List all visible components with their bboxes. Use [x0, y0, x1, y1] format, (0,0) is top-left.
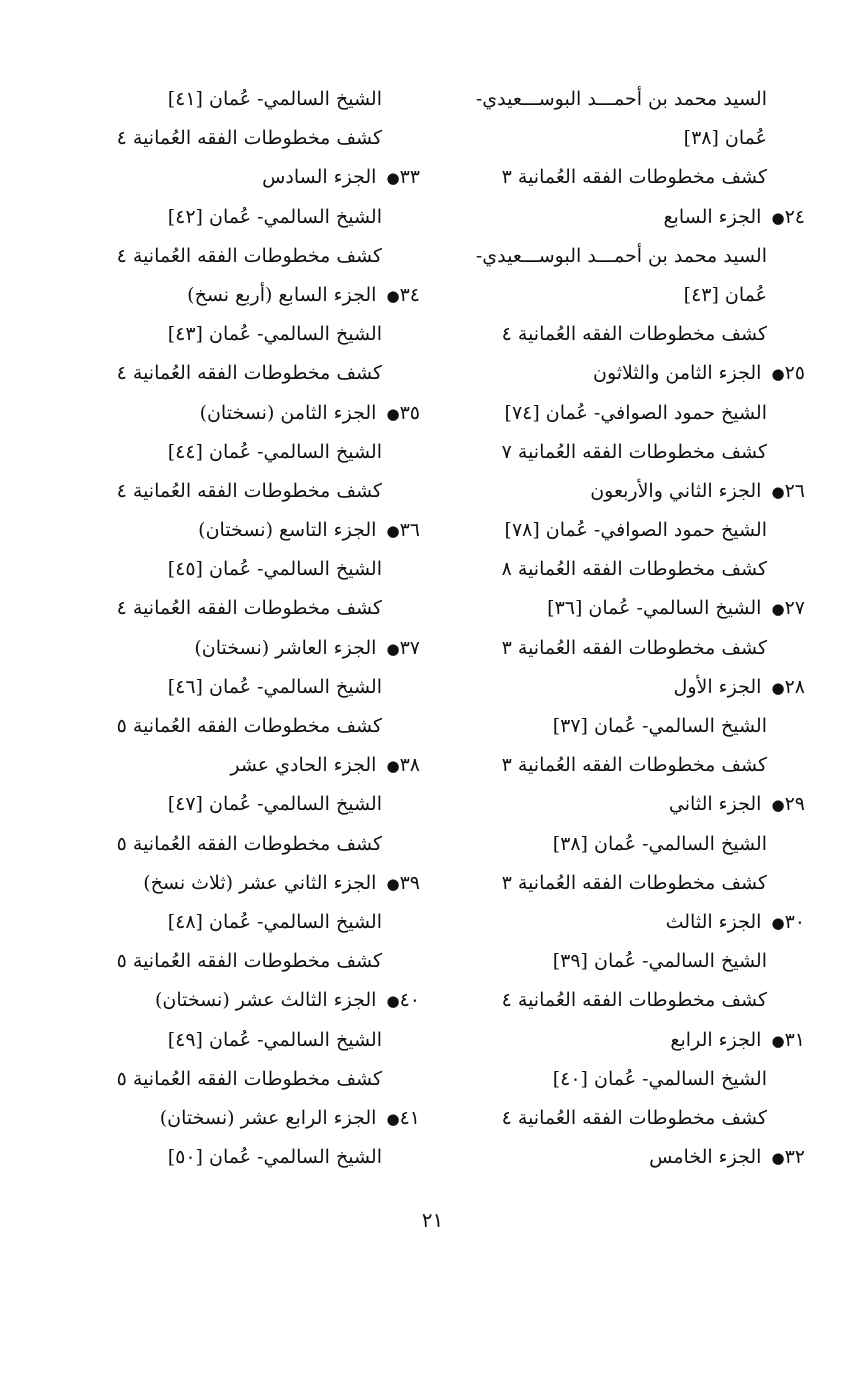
entry-detail-line: الشيخ السالمي- عُمان [٣٨]: [552, 832, 767, 855]
bullet-icon: ●: [386, 639, 400, 658]
entry-detail-line: كشف مخطوطات الفقه العُمانية ٥: [116, 1067, 382, 1090]
entry-detail-line: كشف مخطوطات الفقه العُمانية ٤: [116, 479, 382, 502]
entry-detail-line: عُمان [٤٣]: [683, 283, 767, 306]
entry-number: ٤٠: [399, 989, 420, 1012]
bullet-icon: ●: [386, 286, 400, 305]
entry-number: ٣٤: [399, 283, 420, 306]
entry-heading-text: الجزء السابع: [663, 205, 762, 228]
entry-number: ٢٦: [784, 479, 805, 502]
entry-heading-text: الجزء الخامس: [649, 1146, 762, 1169]
entry-detail-line: كشف مخطوطات الفقه العُمانية ٤: [116, 597, 382, 620]
entry-number: ٢٥: [784, 362, 805, 385]
entry-detail-line: الشيخ حمود الصوافي- عُمان [٧٨]: [504, 519, 767, 542]
bullet-icon: ●: [771, 678, 785, 697]
entry-detail-line: الشيخ السالمي- عُمان [٤٢]: [167, 205, 382, 228]
entry-detail-line: الشيخ السالمي- عُمان [٣٩]: [552, 950, 767, 973]
entry-number: ٣٥: [399, 401, 420, 424]
entry-detail-line: الشيخ السالمي- عُمان [٤٤]: [167, 440, 382, 463]
entry-heading: [80, 746, 420, 785]
entry-detail-line: كشف مخطوطات الفقه العُمانية ٥: [116, 715, 382, 737]
entry-detail-line: الشيخ السالمي- عُمان [٤٦]: [167, 675, 382, 698]
bullet-icon: ●: [771, 1149, 785, 1168]
entry-detail-line: كشف مخطوطات الفقه العُمانية ٨: [501, 558, 767, 581]
entry-detail-line: الشيخ السالمي- عُمان [٤٧]: [167, 793, 382, 816]
bullet-icon: ●: [386, 522, 400, 541]
entry-detail-line: كشف مخطوطات الفقه العُمانية ٣: [501, 871, 767, 894]
entry-heading: [445, 198, 805, 237]
entry-number: ٢٧: [784, 597, 805, 620]
entry-number: ٤١: [399, 1106, 420, 1129]
entry-heading-text: الجزء الأول: [673, 675, 762, 698]
entry-heading: [80, 864, 420, 903]
entry-heading: [445, 785, 805, 824]
bullet-icon: ●: [386, 874, 400, 893]
entry-number: ٣١: [784, 1028, 805, 1051]
entry-heading-text: الجزء الثاني عشر (ثلاث نسخ): [143, 871, 377, 894]
entry-detail-line: الشيخ حمود الصوافي- عُمان [٧٤]: [504, 401, 767, 424]
entry-heading-text: الجزء الرابع: [670, 1028, 762, 1051]
entry-detail-line: كشف مخطوطات الفقه العُمانية ٤: [116, 362, 382, 385]
entry-number: ٣٠: [784, 910, 805, 933]
entry-detail-line: كشف مخطوطات الفقه العُمانية ٤: [501, 1106, 767, 1129]
entry-number: ٣٨: [399, 754, 420, 777]
entry-heading: [445, 589, 805, 628]
entry-detail-line: الشيخ السالمي- عُمان [٤٣]: [167, 323, 382, 346]
entry-number: ٣٣: [399, 166, 420, 189]
entry-heading: [445, 668, 805, 707]
bullet-icon: ●: [386, 1109, 400, 1128]
entry-detail-line: كشف مخطوطات الفقه العُمانية ٣: [501, 166, 767, 189]
entry-detail-line: السيد محمد بن أحمـــد البوســـعيدي-: [475, 244, 767, 267]
entry-detail-line: الشيخ السالمي- عُمان [٤٥]: [167, 558, 382, 581]
bullet-icon: ●: [771, 1031, 785, 1050]
entry-detail-line: كشف مخطوطات الفقه العُمانية ٣: [501, 754, 767, 777]
entry-heading-text: الجزء الرابع عشر (نسختان): [159, 1106, 377, 1129]
entry-heading-text: الشيخ السالمي- عُمان [٣٦]: [547, 597, 762, 620]
entry-heading: [445, 1138, 805, 1177]
entry-number: ٣٧: [399, 636, 420, 659]
entry-detail-line: الشيخ السالمي- عُمان [٤٩]: [167, 1028, 382, 1051]
bullet-icon: ●: [386, 992, 400, 1011]
entry-heading: [445, 354, 805, 393]
entry-heading: [445, 1021, 805, 1060]
entry-number: ٣٩: [399, 871, 420, 894]
bullet-icon: ●: [386, 404, 400, 423]
entry-heading-text: الجزء الثالث عشر (نسختان): [154, 989, 377, 1012]
entry-number: ٢٩: [784, 793, 805, 816]
entry-number: ٣٦: [399, 519, 420, 542]
entry-number: ٣٢: [784, 1146, 805, 1169]
entry-detail-line: كشف مخطوطات الفقه العُمانية ٣: [501, 636, 767, 659]
entry-heading: [80, 981, 420, 1020]
entry-detail-line: السيد محمد بن أحمـــد البوســـعيدي-: [475, 88, 767, 110]
left-column: [80, 80, 420, 1177]
bullet-icon: ●: [771, 365, 785, 384]
bullet-icon: ●: [386, 169, 400, 188]
entry-heading-text: الجزء العاشر (نسختان): [194, 636, 377, 659]
bullet-icon: ●: [771, 600, 785, 619]
entry-heading-text: الجزء الثاني: [668, 793, 762, 816]
entry-detail-line: الشيخ السالمي- عُمان [٣٧]: [552, 715, 767, 737]
bullet-icon: ●: [771, 913, 785, 932]
entry-detail-line: كشف مخطوطات الفقه العُمانية ٥: [116, 832, 382, 855]
entry-detail-line: الشيخ السالمي- عُمان [٤٨]: [167, 910, 382, 933]
entry-heading: [80, 1099, 420, 1138]
bullet-icon: ●: [771, 482, 785, 501]
entry-heading: [80, 276, 420, 315]
entry-detail-line: الشيخ السالمي- عُمان [٤١]: [167, 88, 382, 110]
entry-detail-line: كشف مخطوطات الفقه العُمانية ٤: [501, 323, 767, 346]
entry-detail-line: كشف مخطوطات الفقه العُمانية ٧: [501, 440, 767, 463]
entry-heading-text: الجزء السادس: [262, 166, 377, 189]
entry-detail-line: الشيخ السالمي- عُمان [٤٠]: [552, 1067, 767, 1090]
bullet-icon: ●: [771, 796, 785, 815]
entry-heading-text: الجزء التاسع (نسختان): [198, 519, 377, 542]
entry-heading-text: الجزء الثاني والأربعون: [590, 479, 762, 502]
bullet-icon: ●: [771, 208, 785, 227]
entry-heading: [80, 158, 420, 197]
right-column: [445, 80, 805, 1177]
entry-heading: [80, 629, 420, 668]
entry-detail-line: كشف مخطوطات الفقه العُمانية ٥: [116, 950, 382, 973]
entry-heading: [80, 511, 420, 550]
entry-heading-text: الجزء السابع (أربع نسخ): [187, 283, 377, 306]
entry-heading-text: الجزء الحادي عشر: [230, 754, 377, 777]
entry-number: ٢٤: [784, 205, 805, 228]
entry-detail-line: كشف مخطوطات الفقه العُمانية ٤: [116, 244, 382, 267]
entry-heading-text: الجزء الثالث: [665, 910, 762, 933]
entry-heading: [445, 903, 805, 942]
entry-heading: [445, 472, 805, 511]
entry-heading-text: الجزء الثامن (نسختان): [199, 401, 377, 424]
bullet-icon: ●: [386, 757, 400, 776]
entry-detail-line: عُمان [٣٨]: [683, 127, 767, 150]
entry-detail-line: كشف مخطوطات الفقه العُمانية ٤: [116, 127, 382, 150]
entry-number: ٢٨: [784, 675, 805, 698]
entry-heading-text: الجزء الثامن والثلاثون: [593, 362, 762, 385]
entry-detail-line: كشف مخطوطات الفقه العُمانية ٤: [501, 989, 767, 1012]
entry-detail-line: الشيخ السالمي- عُمان [٥٠]: [167, 1146, 382, 1169]
entry-heading: [80, 394, 420, 433]
page-number: ٢١: [421, 1208, 444, 1232]
